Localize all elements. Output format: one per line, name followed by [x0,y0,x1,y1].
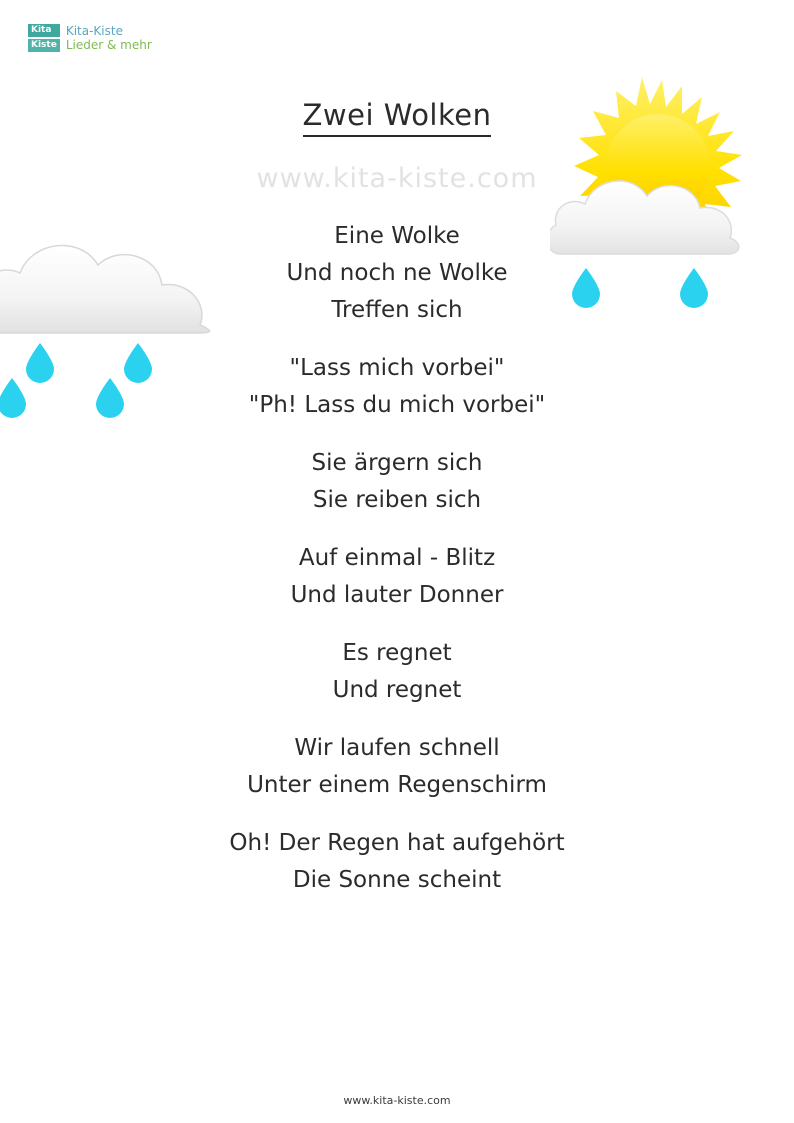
footer-url: www.kita-kiste.com [343,1094,451,1107]
stanza [0,730,794,804]
lyric-line: Und noch ne Wolke [286,260,508,286]
lyric-line: Sie reiben sich [312,487,482,513]
lyric-line: Treffen sich [331,297,463,323]
lyric-line: Die Sonne scheint [292,867,502,893]
lyric-line: Eine Wolke [334,223,460,249]
brand-logo [28,24,152,52]
lyrics-body [0,218,794,920]
stanza [0,540,794,614]
lyric-line: Auf einmal - Blitz [298,545,496,571]
logo-wordmark-line2: Lieder & mehr [65,38,152,52]
stanza [0,350,794,424]
lyric-line: Wir laufen schnell [294,735,500,761]
logo-wordmark [66,24,152,52]
page-title-text: Zwei Wolken [303,98,492,137]
lyric-line: Und regnet [332,677,462,703]
lyric-line: Und lauter Donner [290,582,504,608]
lyric-line: Oh! Der Regen hat aufgehört [229,830,565,856]
lyric-line: Sie ärgern sich [311,450,483,476]
logo-wordmark-line1: Kita-Kiste [65,24,123,38]
logo-chip-kiste: Kiste [28,39,60,52]
logo-mark [28,24,60,52]
page-title [0,98,794,132]
stanza [0,445,794,519]
stanza [0,218,794,329]
stanza [0,825,794,899]
lyric-line: Unter einem Regenschirm [247,772,547,798]
stanza [0,635,794,709]
watermark: www.kita-kiste.com [256,163,538,194]
logo-chip-kita: Kita [28,24,60,37]
lyric-line: "Ph! Lass du mich vorbei" [248,392,546,418]
lyric-line: "Lass mich vorbei" [289,355,505,381]
lyric-line: Es regnet [342,640,452,666]
